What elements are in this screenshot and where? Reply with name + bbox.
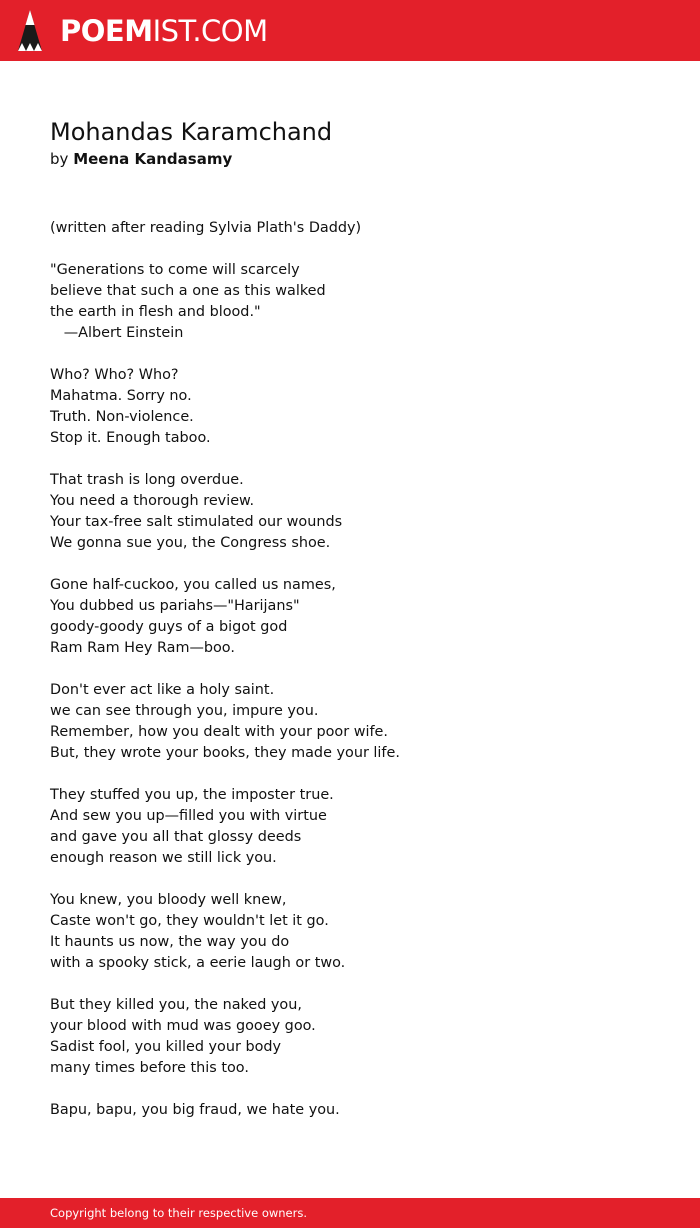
poem-line: But, they wrote your books, they made your life. bbox=[50, 745, 400, 761]
poem-line: We gonna sue you, the Congress shoe. bbox=[50, 535, 331, 551]
poem-line: and gave you all that glossy deeds bbox=[50, 829, 302, 845]
logo-text-strong: POEM bbox=[60, 13, 153, 48]
poem-line: Sadist fool, you killed your body bbox=[50, 1039, 282, 1055]
stanza-break bbox=[50, 659, 670, 680]
stanza-break bbox=[50, 554, 670, 575]
poem-line: goody-goody guys of a bigot god bbox=[50, 619, 288, 635]
poem-line: many times before this too. bbox=[50, 1060, 249, 1076]
logo-text-light: IST.COM bbox=[152, 13, 268, 48]
poem-line: You knew, you bloody well knew, bbox=[50, 892, 287, 908]
poem-line: Don't ever act like a holy saint. bbox=[50, 682, 275, 698]
pencil-tip-icon bbox=[16, 9, 44, 53]
poem-line: Bapu, bapu, you big fraud, we hate you. bbox=[50, 1102, 340, 1118]
poem-line: Stop it. Enough taboo. bbox=[50, 430, 211, 446]
poem-line: But they killed you, the naked you, bbox=[50, 997, 302, 1013]
stanza-break bbox=[50, 974, 670, 995]
poem-byline bbox=[50, 149, 232, 169]
poem-line: And sew you up—filled you with virtue bbox=[50, 808, 327, 824]
poem-line: believe that such a one as this walked bbox=[50, 283, 326, 299]
site-logo-link[interactable] bbox=[16, 8, 268, 54]
poem-line: Truth. Non-violence. bbox=[50, 409, 194, 425]
stanza-break bbox=[50, 449, 670, 470]
poem-line: Who? Who? Who? bbox=[50, 367, 179, 383]
poem-line: "Generations to come will scarcely bbox=[50, 262, 300, 278]
site-header bbox=[0, 0, 700, 61]
poem-line: Mahatma. Sorry no. bbox=[50, 388, 192, 404]
copyright-notice: Copyright belong to their respective owners. bbox=[50, 1206, 308, 1220]
poem-line: That trash is long overdue. bbox=[50, 472, 244, 488]
poem-title: Mohandas Karamchand bbox=[50, 118, 333, 146]
site-logo-text bbox=[60, 13, 268, 48]
poem-line: It haunts us now, the way you do bbox=[50, 934, 290, 950]
poem-line: They stuffed you up, the imposter true. bbox=[50, 787, 334, 803]
poem-line: Ram Ram Hey Ram—boo. bbox=[50, 640, 235, 656]
poem-line: we can see through you, impure you. bbox=[50, 703, 319, 719]
poem-author-link[interactable]: Meena Kandasamy bbox=[73, 150, 233, 168]
poem-line: Your tax-free salt stimulated our wounds bbox=[50, 514, 343, 530]
poem-body bbox=[50, 218, 670, 1121]
byline-prefix: by bbox=[50, 150, 69, 168]
poem-line: enough reason we still lick you. bbox=[50, 850, 277, 866]
site-footer bbox=[0, 1198, 700, 1228]
stanza-break bbox=[50, 869, 670, 890]
poem-line: You need a thorough review. bbox=[50, 493, 255, 509]
poem-line: the earth in flesh and blood." bbox=[50, 304, 261, 320]
poem-line: —Albert Einstein bbox=[50, 325, 184, 341]
poem-line: Caste won't go, they wouldn't let it go. bbox=[50, 913, 329, 929]
poem-line: You dubbed us pariahs—"Harijans" bbox=[50, 598, 300, 614]
stanza-break bbox=[50, 344, 670, 365]
poem-line: (written after reading Sylvia Plath's Daddy) bbox=[50, 220, 362, 236]
poem-line: with a spooky stick, a eerie laugh or two. bbox=[50, 955, 346, 971]
poem-line: your blood with mud was gooey goo. bbox=[50, 1018, 316, 1034]
stanza-break bbox=[50, 239, 670, 260]
stanza-break bbox=[50, 764, 670, 785]
stanza-break bbox=[50, 1079, 670, 1100]
poem-line: Gone half-cuckoo, you called us names, bbox=[50, 577, 336, 593]
poem-line: Remember, how you dealt with your poor wife. bbox=[50, 724, 388, 740]
